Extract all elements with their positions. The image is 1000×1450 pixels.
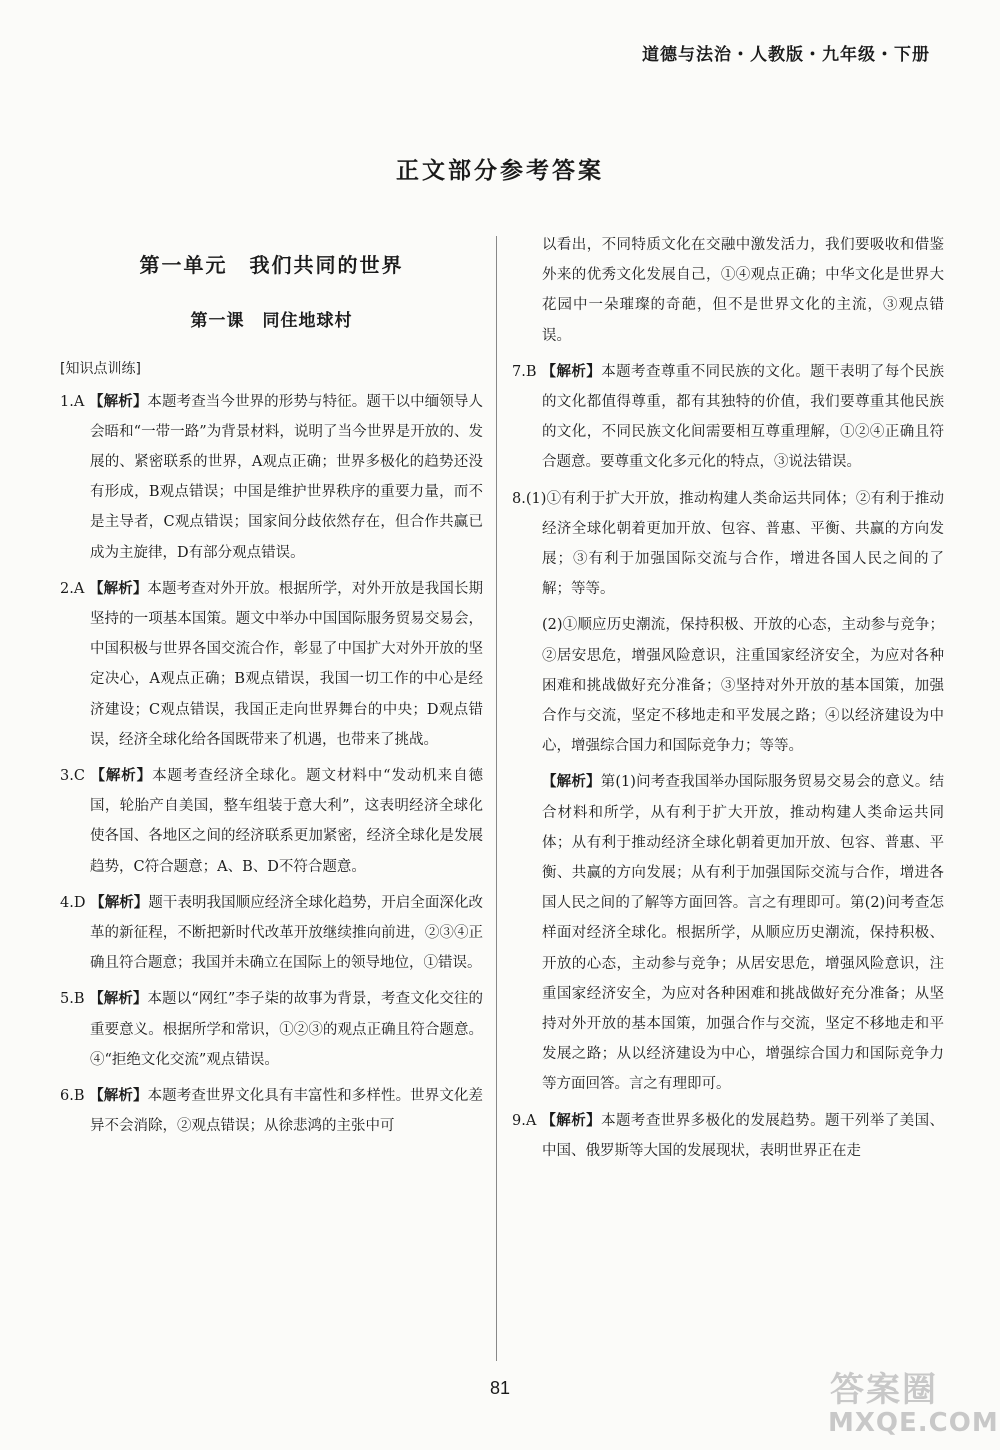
item-text: 本题考查经济全球化。题文材料中“发动机来自德国，轮胎产自美国，整车组装于意大利”，这表明经济全球化使各国、各地区之间的经济联系更加紧密，经济全球化是发展趋势，C符合题意；A、B、D不符合题意。: [90, 768, 483, 875]
item-text: 题干表明我国顺应经济全球化趋势，开启全面深化改革的新征程，不断把新时代改革开放继续推向前进，②③④正确且符合题意；我国并未确立在国际上的领导地位，①错误。: [90, 894, 484, 972]
item-text: 本题以“网红”李子柒的故事为背景，考查文化交往的重要意义。根据所学和常识，①②③的观点正确且符合题意。④“拒绝文化交流”观点错误。: [90, 991, 484, 1068]
answer-item: [60, 984, 483, 1075]
item-text: 本题考查当今世界的形势与特征。题干以中缅领导人会晤和“一带一路”为背景材料，说明了当今世界是开放的、发展的、紧密联系的世界，A观点正确；世界多极化的趋势还没有形成，B观点错误；中国是维护世界秩序的重要力量，而不是主导者，C观点错误；国家间分歧依然存在，但合作共赢已成为主旋律，D有部分观点错误。: [90, 393, 484, 561]
item-number: 9.A: [512, 1112, 537, 1129]
left-column: [60, 232, 483, 1147]
analysis-tag: 【解析】: [90, 893, 149, 911]
item-number: 5.B: [60, 991, 85, 1008]
analysis-tag: 【解析】: [89, 579, 148, 597]
item-text: 本题考查对外开放。根据所学，对外开放是我国长期坚持的一项基本国策。题文中举办中国国际服务贸易交易会，中国积极与世界各国交流合作，彰显了中国扩大对外开放的坚定决心，A观点正确；B观点错误，我国一切工作的中心是经济建设；C观点错误，我国正走向世界舞台的中央；D观点错误，经济全球化给各国既带来了机遇，也带来了挑战。: [90, 580, 484, 748]
item-number: 4.D: [60, 894, 86, 911]
section-label: [知识点训练]: [60, 361, 141, 378]
answer-item: [60, 574, 483, 755]
analysis-tag: 【解析】: [541, 1111, 602, 1129]
column-divider: [496, 236, 497, 1361]
page-number: 81: [489, 1378, 511, 1398]
answer-item-8-part2: (2)①顺应历史潮流，保持积极、开放的心态，主动参与竞争；②居安思危，增强风险意识，注重国家经济安全，为应对各种困难和挑战做好充分准备；③坚持对外开放的基本国策，加强合作与交流，坚定不移地走和平发展之路；④以经济建设为中心，增强综合国力和国际竞争力；等等。: [542, 617, 944, 755]
analysis-tag: 【解析】: [89, 392, 148, 410]
item-text: 本题考查世界文化具有丰富性和多样性。世界文化差异不会消除，②观点错误；从徐悲鸿的主张中可: [90, 1088, 484, 1135]
analysis-tag: 【解析】: [89, 1087, 148, 1105]
analysis-tag: 【解析】: [89, 990, 148, 1008]
answer-item: [512, 357, 944, 478]
item-text: 第(1)问考查我国举办国际服务贸易交易会的意义。结合材料和所学，从有利于扩大开放，推动构建人类命运共同体；从有利于推动经济全球化朝着更加开放、包容、普惠、平衡、共赢的方向发展；从有利于加强国际交流与合作，增进各国人民之间的了解等方面回答。言之有理即可。第(2)问考查怎样面对经济全球化。根据所学，从顺应历史潮流，保持积极、开放的心态，主动参与竞争；从居安思危，增强风险意识，注重国家经济安全，为应对各种困难和挑战做好充分准备；从坚持对外开放的基本国策，加强合作与交流，坚定不移地走和平发展之路；从以经济建设为中心，增强综合国力和国际竞争力等方面回答。言之有理即可。: [542, 774, 944, 1093]
answer-item: [60, 761, 483, 882]
lesson-title: 第一课 同住地球村: [190, 311, 353, 332]
right-column: [512, 230, 944, 1172]
answer-item-8-analysis: [512, 767, 944, 1099]
watermark-text-bottom: MXQE.COM: [828, 1408, 999, 1438]
watermark-text-top: 答案圈: [830, 1370, 938, 1410]
item-number: 3.C: [60, 768, 85, 785]
item-number: 2.A: [60, 580, 85, 597]
continuation-text: 以看出，不同特质文化在交融中激发活力，我们要吸收和借鉴外来的优秀文化发展自己，①④观点正确；中华文化是世界大花园中一朵璀璨的奇葩，但不是世界文化的主流，③观点错误。: [542, 237, 944, 344]
running-header: 道德与法治・人教版・九年级・下册: [642, 45, 930, 65]
item-number: 7.B: [512, 363, 537, 380]
analysis-tag: 【解析】: [541, 362, 602, 380]
answer-item: [60, 888, 483, 979]
item-text: 本题考查尊重不同民族的文化。题干表明了每个民族的文化都值得尊重，都有其独特的价值，我们要尊重其他民族的文化，不同民族文化间需要相互尊重理解，①②④正确且符合题意。要尊重文化多元化的特点，③说法错误。: [542, 363, 944, 471]
page-title: 正文部分参考答案: [396, 158, 604, 184]
item-number: 1.A: [60, 393, 85, 410]
item-text: 本题考查世界多极化的发展趋势。题干列举了美国、中国、俄罗斯等大国的发展现状，表明世界正在走: [542, 1112, 945, 1159]
answer-item: [60, 1081, 483, 1141]
watermark-logo: [820, 1360, 999, 1440]
answer-item: [60, 387, 483, 568]
unit-title: 第一单元 我们共同的世界: [139, 253, 404, 277]
item-number: 6.B: [60, 1088, 85, 1105]
answer-item-8-part1: 8.(1)①有利于扩大开放，推动构建人类命运共同体；②有利于推动经济全球化朝着更加开放、包容、普惠、平衡、共赢的方向发展；③有利于加强国际交流与合作，增进各国人民之间的了解；等等。: [512, 490, 944, 598]
analysis-tag: 【解析】: [90, 767, 153, 785]
analysis-tag: 【解析】: [542, 773, 601, 791]
answer-item: [512, 1106, 944, 1166]
